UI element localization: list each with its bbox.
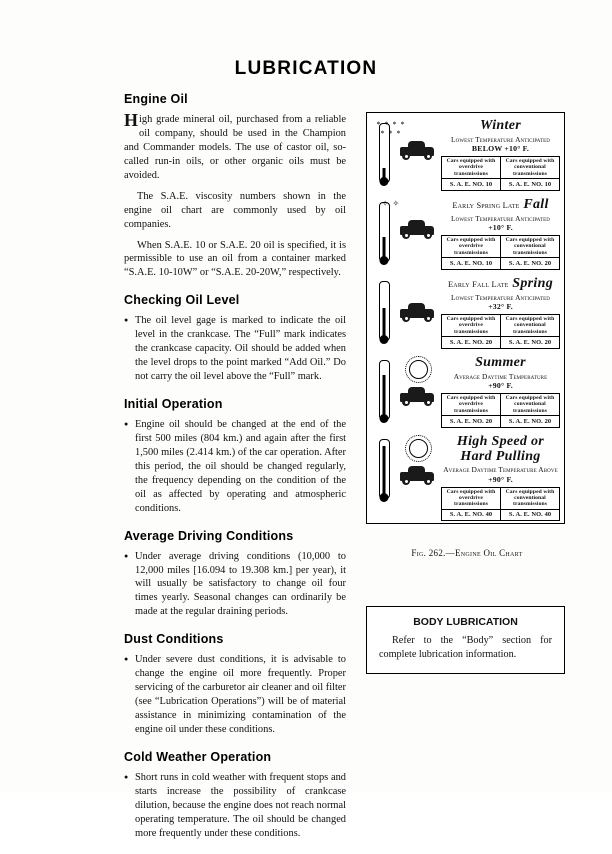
paragraph: ● Engine oil should be changed at the end of the first 500 miles (804 km.) and again after the first 1,500 miles (2.414 km.) of the car operation. After this period, the oil should be changed regularly, the frequency depending on the condition of the oil as affected by operating and atmospheric conditions. — [124, 418, 346, 516]
oil-grade-table — [441, 314, 560, 349]
paragraph-text: igh grade mineral oil, purchased from a reliable oil company, should be used in the Champion and Commander models. The use of castor oil, so-called run-in oils, or other organic oils must be avoided. — [124, 114, 346, 181]
col-header-conventional: Cars equipped with conventional transmissions — [501, 156, 560, 178]
section-heading-engine-oil: Engine Oil — [124, 92, 188, 106]
oil-grade-overdrive: S. A. E. NO. 10 — [442, 258, 501, 269]
page-title: LUBRICATION — [234, 58, 378, 79]
col-header-conventional: Cars equipped with conventional transmissions — [501, 487, 560, 509]
temp-label: Lowest Temperature Anticipated — [451, 213, 550, 223]
oil-grade-table — [441, 393, 560, 428]
col-header-conventional: Cars equipped with conventional transmissions — [501, 314, 560, 336]
col-header-overdrive: Cars equipped with overdrive transmissions — [442, 314, 501, 336]
col-header-conventional: Cars equipped with conventional transmissions — [501, 393, 560, 415]
temp-value: BELOW +10° F. — [471, 143, 530, 153]
season-label — [441, 198, 560, 213]
season-label: Winter — [480, 118, 521, 133]
paragraph: ● The oil level gage is marked to indicate the oil level in the crankcase. The “Full” mark indicates the crankcase capacity. Oil should be added when the level drops to the point marked “Add Oil.” Do not carry the oil level above the “Full” mark. — [124, 314, 346, 384]
body-lubrication-box — [366, 606, 565, 674]
oil-grade-overdrive: S. A. E. NO. 10 — [442, 179, 501, 190]
section-cold-weather-operation — [124, 750, 346, 841]
snow-truck-icon: * * * * * * * — [397, 119, 439, 161]
drop-cap: H — [124, 110, 139, 130]
season-prefix: Early Fall Late — [447, 280, 509, 289]
oil-grade-conventional: S. A. E. NO. 40 — [501, 509, 560, 520]
temp-label: Lowest Temperature Anticipated — [451, 292, 550, 302]
paragraph: When S.A.E. 10 or S.A.E. 20 oil is specified, it is permissible to use an oil from a container marked “S.A.E. 10-10W” or “S.A.E. 20-20W,” respectively. — [124, 239, 346, 279]
col-header-overdrive: Cars equipped with overdrive transmissions — [442, 393, 501, 415]
paragraph — [124, 110, 346, 183]
figure-number: Fig. 262.— — [411, 548, 455, 558]
oil-grade-table — [441, 235, 560, 270]
oil-grade-conventional: S. A. E. NO. 10 — [501, 179, 560, 190]
season-prefix: Early Spring Late — [452, 201, 520, 210]
section-engine-oil — [124, 92, 346, 280]
engine-oil-chart — [366, 112, 565, 524]
section-heading-initial-operation: Initial Operation — [124, 397, 223, 411]
temp-label: Average Daytime Temperature — [453, 371, 548, 381]
temp-value: +10° F. — [488, 222, 513, 232]
figure-caption — [366, 548, 568, 558]
section-heading-dust-conditions: Dust Conditions — [124, 632, 224, 647]
chart-row — [371, 198, 560, 277]
chart-row — [371, 277, 560, 356]
oil-grade-overdrive: S. A. E. NO. 20 — [442, 416, 501, 427]
col-header-conventional: Cars equipped with conventional transmissions — [501, 235, 560, 257]
figure-caption-text: Engine Oil Chart — [454, 548, 523, 558]
section-checking-oil-level — [124, 293, 346, 384]
temp-label: Lowest Temperature Anticipated — [451, 134, 550, 144]
section-initial-operation — [124, 397, 346, 516]
section-heading-average-driving-conditions: Average Driving Conditions — [124, 528, 294, 543]
temp-value: +90° F. — [488, 474, 513, 484]
oil-grade-conventional: S. A. E. NO. 20 — [501, 416, 560, 427]
sun-truck-icon — [397, 356, 439, 407]
col-header-overdrive: Cars equipped with overdrive transmissions — [442, 235, 501, 257]
chart-row — [371, 435, 560, 519]
body-lubrication-text: Refer to the “Body” section for complete lubrication information. — [379, 635, 552, 660]
temp-value: +90° F. — [488, 380, 513, 390]
season-label: High Speed or Hard Pulling — [456, 434, 545, 464]
season-name: Spring — [512, 276, 553, 291]
season-name: Fall — [523, 197, 549, 212]
oil-grade-table — [441, 487, 560, 522]
thermometer-icon — [371, 277, 397, 341]
oil-grade-conventional: S. A. E. NO. 20 — [501, 258, 560, 269]
body-lubrication-title: BODY LUBRICATION — [413, 616, 518, 628]
temp-label: Average Daytime Temperature Above — [443, 465, 558, 475]
chart-row — [371, 119, 560, 198]
temp-value: +32° F. — [488, 301, 513, 311]
section-heading-checking-oil-level: Checking Oil Level — [124, 293, 240, 308]
sun-truck-icon — [397, 435, 439, 486]
figure-column — [366, 112, 568, 674]
leaf-truck-icon: ✧ ✧ — [397, 198, 439, 240]
col-header-overdrive: Cars equipped with overdrive transmissions — [442, 487, 501, 509]
section-heading-cold-weather-operation: Cold Weather Operation — [124, 749, 272, 764]
oil-grade-table — [441, 156, 560, 191]
main-text-column — [124, 92, 346, 854]
truck-icon — [397, 277, 439, 323]
chart-row — [371, 356, 560, 435]
season-label — [441, 277, 560, 292]
oil-grade-conventional: S. A. E. NO. 20 — [501, 337, 560, 348]
oil-grade-overdrive: S. A. E. NO. 40 — [442, 509, 501, 520]
oil-grade-overdrive: S. A. E. NO. 20 — [442, 337, 501, 348]
thermometer-icon — [371, 435, 397, 499]
paragraph: The S.A.E. viscosity numbers shown in the engine oil chart are commonly used by oil companies. — [124, 190, 346, 230]
paragraph: ● Short runs in cold weather with frequent stops and starts increase the possibility of crankcase dilution, because the engine does not reach normal operating temperature. The oil should be changed more frequently under these conditions. — [124, 771, 346, 841]
paragraph: ● Under average driving conditions (10,000 to 12,000 miles [16.094 to 19.308 km.] per year), it will usually be satisfactory to change oil four times yearly. Seasonal changes can ordinarily be made at the regular draining periods. — [124, 550, 346, 620]
section-dust-conditions — [124, 632, 346, 737]
col-header-overdrive: Cars equipped with overdrive transmissions — [442, 156, 501, 178]
thermometer-icon — [371, 356, 397, 420]
season-label: Summer — [475, 355, 526, 370]
section-average-driving-conditions — [124, 529, 346, 620]
paragraph: ● Under severe dust conditions, it is advisable to change the engine oil more frequently. Proper servicing of the carburetor air cleaner and oil filter (see “Lubrication Operations”) will be of material assistance in minimizing contamination of the engine oil under these conditions. — [124, 653, 346, 737]
